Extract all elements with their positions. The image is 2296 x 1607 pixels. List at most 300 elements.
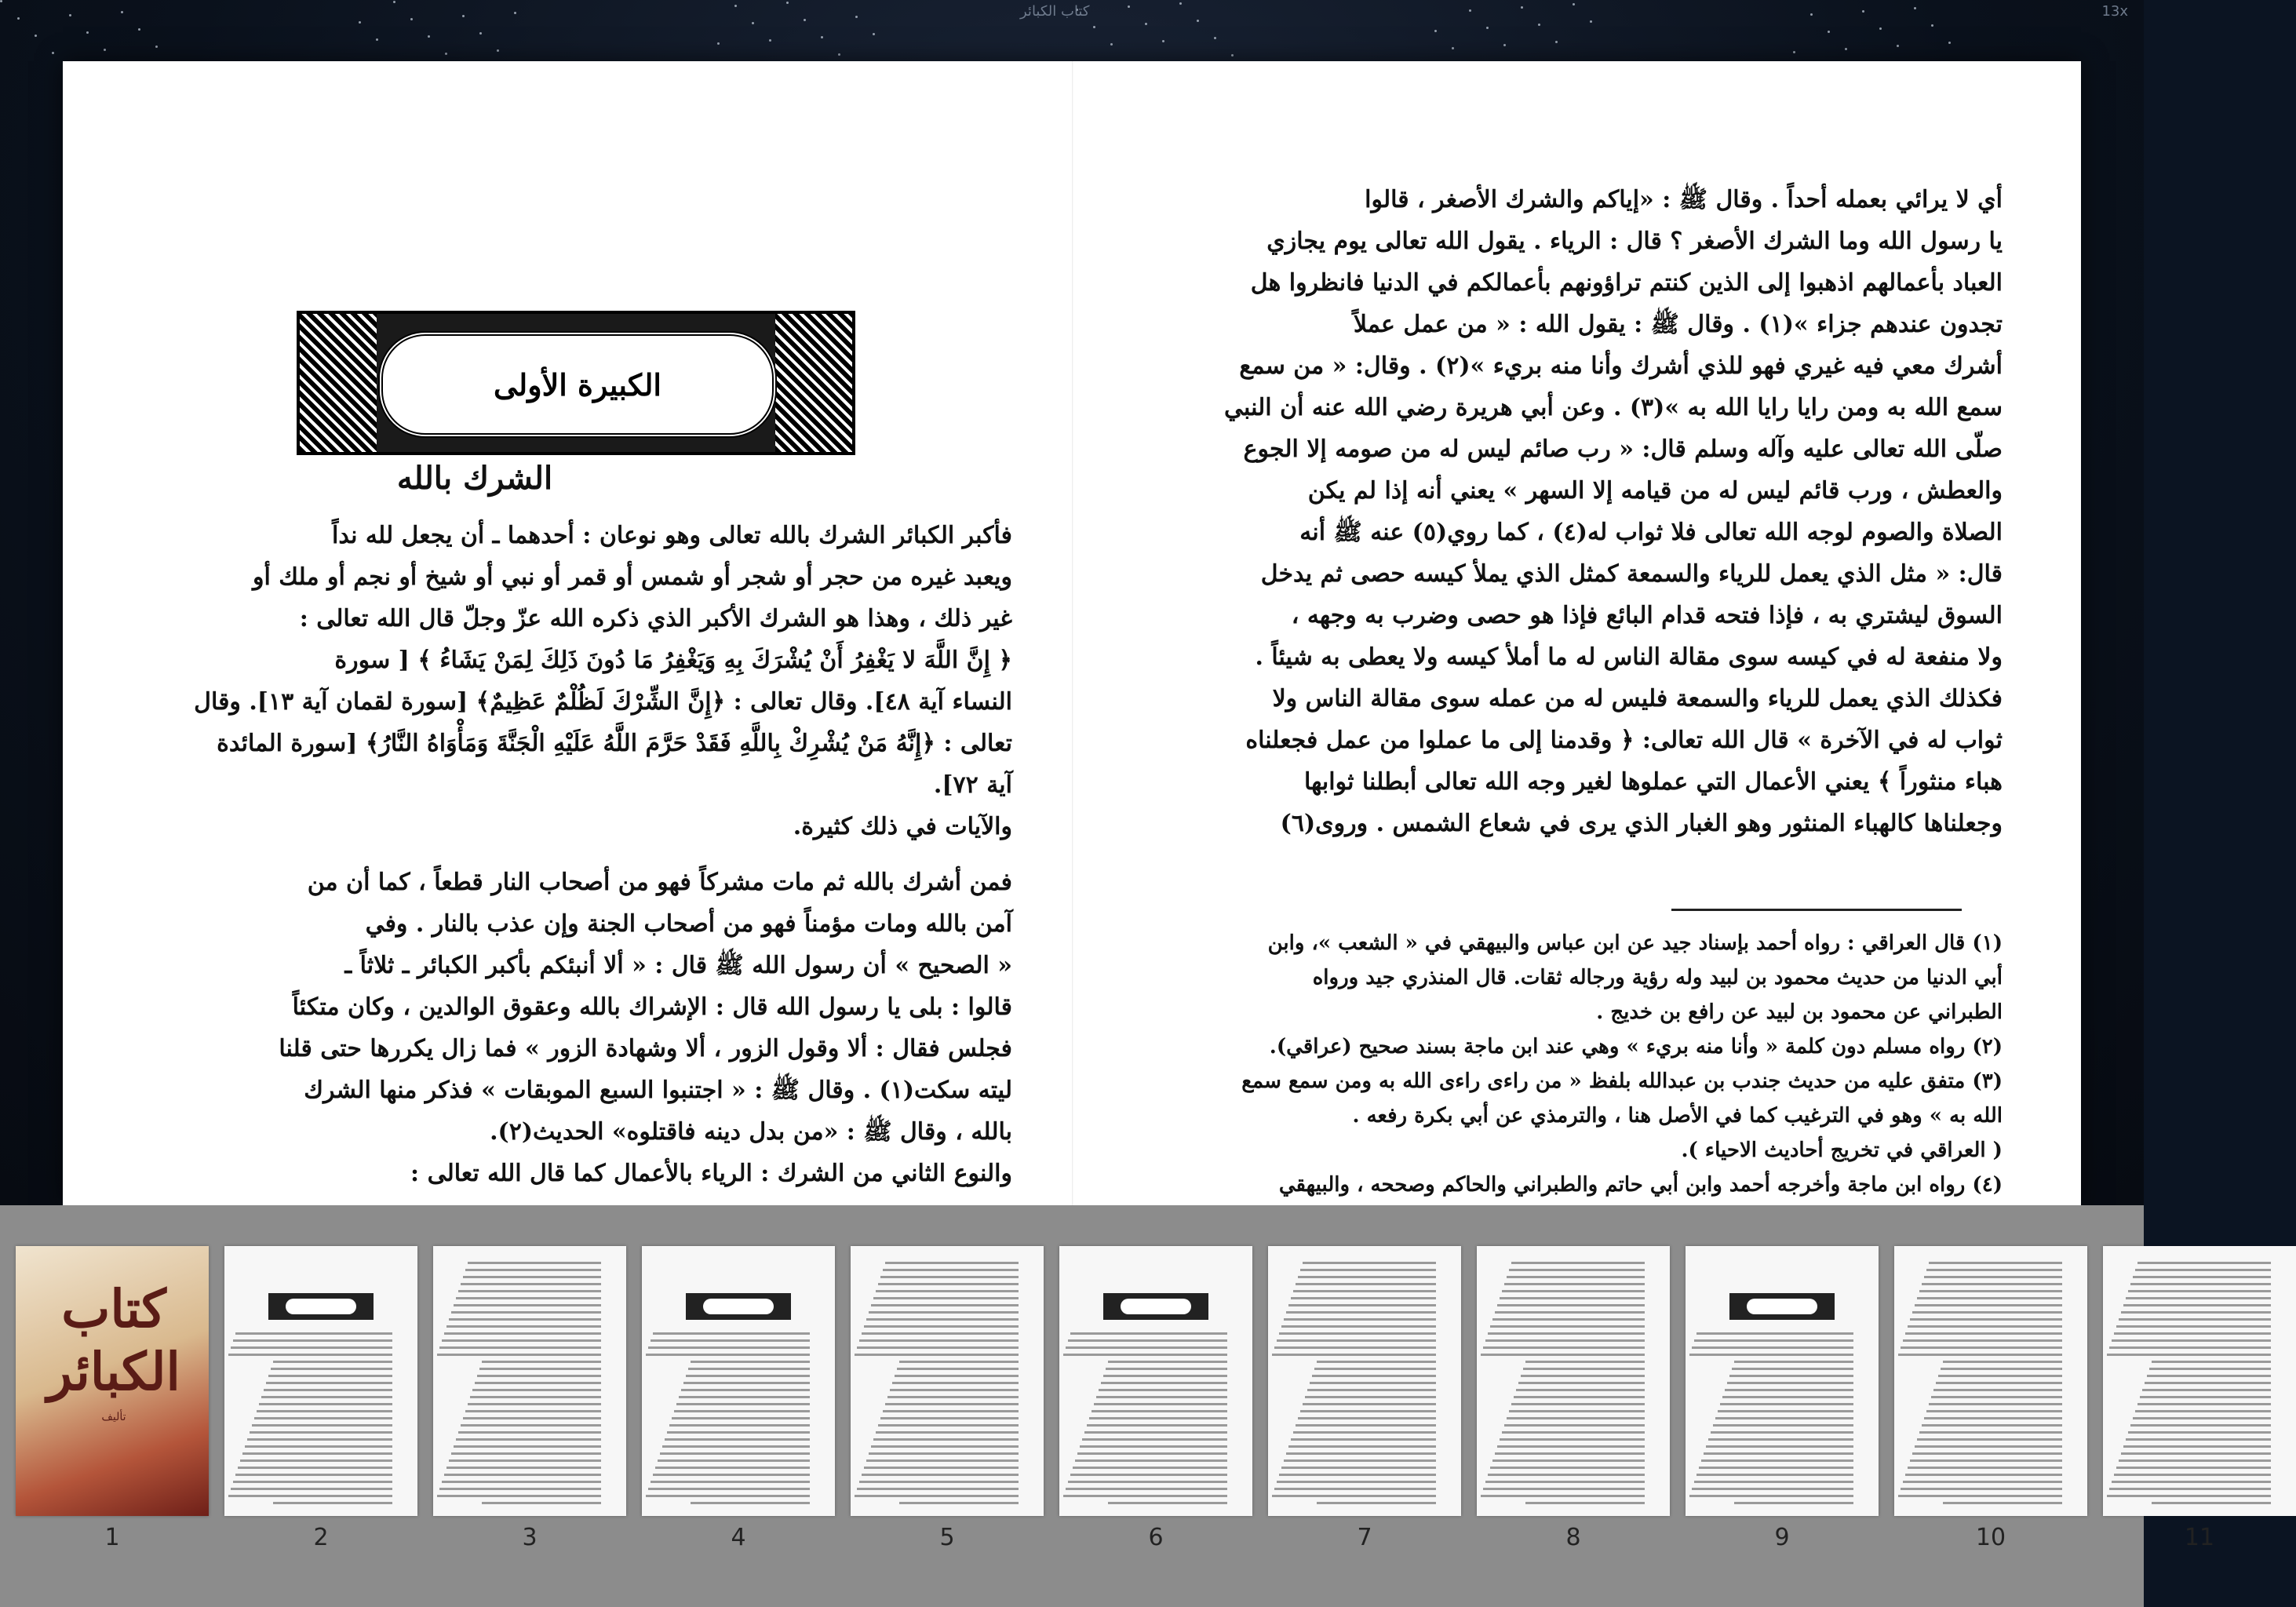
thumbnail-text-line xyxy=(1929,1403,2062,1405)
thumbnail-text-line xyxy=(669,1424,810,1427)
footnote-line: (٢) رواه مسلم دون كلمة « وأنا منه بريء » وهي عند ابن ماجة بسند صحيح (عراقي). xyxy=(1269,1035,2003,1059)
thumbnail-text-line xyxy=(2116,1325,2271,1328)
star xyxy=(769,39,771,42)
thumbnail-text-line xyxy=(1281,1467,1436,1469)
thumbnail-text-line xyxy=(1901,1346,2062,1349)
thumbnail-text-line xyxy=(1300,1269,1436,1271)
page-thumbnail[interactable] xyxy=(1894,1246,2087,1516)
thumbnail-text-line xyxy=(437,1495,601,1497)
thumbnail-page-number: 3 xyxy=(522,1524,538,1551)
thumbnail-text-line xyxy=(1922,1424,2062,1427)
thumbnail-text-line xyxy=(1106,1368,1227,1370)
cover-title: كتاب الكبائر xyxy=(47,1278,180,1402)
text-line: ليته سكت(١) . وقال ﷺ : « اجتنبوا السبع الموبقات » فذكر منها الشرك xyxy=(304,1077,1012,1104)
thumbnail-text-line xyxy=(1500,1297,1645,1299)
thumbnail-text-line xyxy=(648,1488,810,1490)
page-thumbnail[interactable] xyxy=(851,1246,1044,1516)
thumbnail-text-line xyxy=(1931,1396,2062,1398)
thumbnail-text-line xyxy=(461,1424,601,1427)
thumbnail-text-line xyxy=(2152,1502,2271,1504)
thumbnail-text-line xyxy=(446,1325,601,1328)
thumbnail-text-line xyxy=(1718,1410,1853,1412)
thumbnail-text-line xyxy=(1943,1361,2062,1363)
footnote-line: الطبراني عن محمود بن لبيد عن رافع بن خديج . xyxy=(1596,1000,2003,1024)
text-line: فجلس فقال : ألا وقول الزور ، ألا وشهادة الزور » فما زال يكررها حتى قلنا xyxy=(279,1035,1012,1062)
page-thumbnail[interactable] xyxy=(642,1246,835,1516)
thumbnail-text-line xyxy=(1286,1311,1436,1314)
star xyxy=(1555,41,1558,43)
thumbnail-text-line xyxy=(866,1459,1019,1462)
thumbnail-page-number: 10 xyxy=(1975,1524,2006,1551)
star xyxy=(462,15,465,17)
thumbnail-text-line xyxy=(1481,1495,1645,1497)
thumbnail-text-line xyxy=(268,1375,392,1377)
thumbnail-text-line xyxy=(1525,1361,1645,1363)
thumbnail-text-line xyxy=(1303,1403,1436,1405)
star xyxy=(1828,31,1830,33)
thumbnail-text-line xyxy=(1511,1403,1645,1405)
thumbnail-text-line xyxy=(250,1431,392,1434)
thumbnail-text-line xyxy=(1689,1354,1853,1356)
thumbnail-text-line xyxy=(688,1368,810,1370)
thumbnail-text-line xyxy=(261,1396,392,1398)
banner-title: الكبيرة الأولى xyxy=(378,331,777,438)
thumbnail-text-line xyxy=(871,1445,1019,1448)
star xyxy=(821,36,823,38)
star xyxy=(804,19,806,21)
thumbnail-text-line xyxy=(1103,1375,1227,1377)
thumbnail-text-line xyxy=(1298,1417,1436,1419)
thumbnail-text-line xyxy=(892,1382,1019,1384)
text-line: أشرك معي فيه غيري فهو للذي أشرك وأنا منه بريء »(٢) . وقال: « من سمع xyxy=(1239,352,2003,380)
star xyxy=(1469,9,1471,12)
star xyxy=(0,0,2,2)
thumbnail-page-number: 11 xyxy=(2184,1524,2215,1551)
footnote-line: أبي الدنيا من حديث محمود بن لبيد وله رؤية ورجاله ثقات. قال المنذري جيد ورواه xyxy=(1312,966,2003,989)
star xyxy=(1931,24,1933,27)
thumbnail-text-line xyxy=(456,1297,601,1299)
zoom-label[interactable]: 13x xyxy=(2101,3,2128,20)
thumbnail-text-line xyxy=(1915,1304,2062,1306)
star xyxy=(786,2,789,4)
thumbnail-text-line xyxy=(2121,1311,2271,1314)
thumbnail-text-line xyxy=(1692,1346,1853,1349)
thumbnail-text-line xyxy=(1509,1269,1645,1271)
thumbnail-text-line xyxy=(873,1297,1019,1299)
star xyxy=(359,21,361,24)
thumbnail-text-line xyxy=(1910,1459,2062,1462)
thumbnail-text-line xyxy=(1711,1431,1853,1434)
thumbnail-text-line xyxy=(1725,1389,1853,1391)
thumbnail-text-line xyxy=(651,1481,810,1483)
thumbnail-text-line xyxy=(1689,1495,1853,1497)
text-line: صلّى الله تعالى عليه وآله وسلم قال: « رب صائم ليس له من صومه إلا الجوع xyxy=(1243,435,2003,463)
thumbnail-text-line xyxy=(1924,1276,2062,1278)
thumbnail-text-line xyxy=(1696,1332,1853,1335)
thumbnail-text-line xyxy=(1722,1396,1853,1398)
star xyxy=(1810,13,1813,16)
star xyxy=(1897,45,1899,47)
right-page xyxy=(1201,61,2003,1205)
thumbnail-text-line xyxy=(479,1368,601,1370)
thumbnail-banner xyxy=(1103,1293,1208,1320)
thumbnail-strip[interactable] xyxy=(0,1205,2215,1607)
thumbnail-text-line xyxy=(1518,1382,1645,1384)
star xyxy=(717,42,720,45)
thumbnail-text-line xyxy=(1293,1290,1436,1292)
thumbnail-text-line xyxy=(472,1389,601,1391)
text-line: والآيات في ذلك كثيرة. xyxy=(793,813,1012,840)
thumbnail-text-line xyxy=(653,1332,810,1335)
thumbnail-text-line xyxy=(679,1396,810,1398)
text-line: ﴿ إِنَّ اللَّهَ لا يَغْفِرُ أَنْ يُشْرَكَ بِهِ وَيَغْفِرُ مَا دُونَ ذَلِكَ لِمَنْ يَشَاءُ ﴾ [ سورة xyxy=(334,647,1012,674)
thumbnail-text-line xyxy=(1694,1339,1853,1342)
thumbnail-text-line xyxy=(660,1452,810,1455)
thumbnail-text-line xyxy=(1919,1290,2062,1292)
thumbnail-text-line xyxy=(1694,1481,1853,1483)
thumbnail-text-line xyxy=(2147,1375,2271,1377)
thumbnail-text-line xyxy=(1509,1410,1645,1412)
thumbnail-text-line xyxy=(1279,1332,1436,1335)
thumbnail-text-line xyxy=(1521,1375,1645,1377)
thumbnail-text-line xyxy=(1497,1445,1645,1448)
thumbnail-text-line xyxy=(2107,1354,2271,1356)
thumbnail-text-line xyxy=(1284,1318,1436,1321)
star xyxy=(121,11,123,13)
thumbnail-text-line xyxy=(1068,1481,1227,1483)
thumbnail-text-line xyxy=(1938,1375,2062,1377)
star xyxy=(1110,43,1113,46)
text-line: ولا منفعة له في كيسه سوى مقالة الناس له ما أملأ كيسه ولا يعطى به شيئاً . xyxy=(1255,643,2003,671)
thumbnail-text-line xyxy=(667,1431,810,1434)
star xyxy=(1879,27,1882,30)
thumbnail-text-line xyxy=(1941,1368,2062,1370)
thumbnail-text-line xyxy=(1087,1424,1227,1427)
thumbnail-text-line xyxy=(266,1382,392,1384)
thumbnail-text-line xyxy=(1497,1304,1645,1306)
star xyxy=(138,28,140,31)
star xyxy=(1486,27,1489,29)
thumbnail-text-line xyxy=(235,1474,392,1476)
thumbnail-text-line xyxy=(2149,1368,2271,1370)
text-line: النساء آية ٤٨]. وقال تعالى : ﴿إِنَّ الشِّرْكَ لَظُلْمٌ عَظِيمٌ﴾ [سورة لقمان آية ١٣]. وقال xyxy=(194,688,1012,716)
thumbnail-text-line xyxy=(233,1339,392,1342)
thumbnail-text-line xyxy=(1715,1417,1853,1419)
thumbnail-text-line xyxy=(461,1283,601,1285)
thumbnail-text-line xyxy=(1284,1459,1436,1462)
star xyxy=(17,17,20,20)
thumbnail-text-line xyxy=(1305,1396,1436,1398)
thumbnail-text-line xyxy=(1701,1459,1853,1462)
thumbnail-text-line xyxy=(2145,1382,2271,1384)
thumbnail-text-line xyxy=(1089,1417,1227,1419)
thumbnail-text-line xyxy=(1720,1403,1853,1405)
page-thumbnail[interactable] xyxy=(2103,1246,2296,1516)
thumbnail-text-line xyxy=(885,1403,1019,1405)
thumbnail-text-line xyxy=(878,1283,1019,1285)
thumbnail-page-number: 4 xyxy=(731,1524,746,1551)
text-line: « الصحيح » أن رسول الله ﷺ قال : « ألا أنبئكم بأكبر الكبائر ـ ثلاثاً ـ xyxy=(344,952,1012,979)
thumbnail-text-line xyxy=(442,1481,601,1483)
thumbnail-text-line xyxy=(1898,1354,2062,1356)
thumbnail-text-line xyxy=(259,1403,392,1405)
thumbnail-text-line xyxy=(651,1339,810,1342)
thumbnail-text-line xyxy=(456,1438,601,1441)
star xyxy=(1862,10,1864,13)
thumbnail-text-line xyxy=(1734,1502,1853,1504)
thumbnail-text-line xyxy=(1910,1318,2062,1321)
thumbnail-text-line xyxy=(2140,1396,2271,1398)
thumbnail-text-line xyxy=(1070,1474,1227,1476)
star xyxy=(1452,47,1454,49)
text-line: فمن أشرك بالله ثم مات مشركاً فهو من أصحاب النار قطعاً ، كما أن من xyxy=(307,869,1012,896)
thumbnail-text-line xyxy=(1898,1495,2062,1497)
thumbnail-text-line xyxy=(458,1431,601,1434)
star xyxy=(410,18,413,20)
thumbnail-text-line xyxy=(1917,1438,2062,1441)
thumbnail-text-line xyxy=(273,1502,392,1504)
left-page xyxy=(188,61,1012,1205)
thumbnail-page-number: 7 xyxy=(1357,1524,1372,1551)
thumbnail-text-line xyxy=(646,1354,810,1356)
star xyxy=(1521,6,1523,9)
thumbnail-text-line xyxy=(1903,1481,2062,1483)
star xyxy=(514,12,516,14)
thumbnail-text-line xyxy=(1108,1502,1227,1504)
thumbnail-text-line xyxy=(862,1332,1019,1335)
thumbnail-text-line xyxy=(451,1311,601,1314)
thumbnail-text-line xyxy=(1922,1283,2062,1285)
page-thumbnail[interactable] xyxy=(1477,1246,1670,1516)
thumbnail-text-line xyxy=(2109,1488,2271,1490)
page-thumbnail[interactable] xyxy=(1059,1246,1252,1516)
thumbnail-text-line xyxy=(2123,1304,2271,1306)
star xyxy=(69,14,71,16)
thumbnail-text-line xyxy=(2133,1276,2271,1278)
page-thumbnail[interactable] xyxy=(224,1246,417,1516)
page-gutter xyxy=(1072,61,1073,1205)
thumbnail-text-line xyxy=(665,1438,810,1441)
thumbnail-text-line xyxy=(672,1417,810,1419)
star xyxy=(752,22,754,24)
star xyxy=(1162,40,1164,42)
thumbnail-text-line xyxy=(449,1318,601,1321)
thumbnail-text-line xyxy=(2121,1452,2271,1455)
page-thumbnail[interactable] xyxy=(1686,1246,1879,1516)
thumbnail-text-line xyxy=(1483,1346,1645,1349)
thumbnail-text-line xyxy=(1092,1410,1227,1412)
text-line: يا رسول الله وما الشرك الأصغر ؟ قال : الرياء . يقول الله تعالى يوم يجازي xyxy=(1266,228,2003,255)
thumbnail-text-line xyxy=(662,1445,810,1448)
thumbnail-text-line xyxy=(2114,1332,2271,1335)
thumbnail-text-line xyxy=(648,1346,810,1349)
thumbnail-text-line xyxy=(451,1452,601,1455)
thumbnail-text-line xyxy=(1502,1290,1645,1292)
thumbnail-text-line xyxy=(880,1417,1019,1419)
thumbnail-text-line xyxy=(883,1410,1019,1412)
thumbnail-text-line xyxy=(1504,1424,1645,1427)
thumbnail-text-line xyxy=(2116,1467,2271,1469)
thumbnail-text-line xyxy=(859,1339,1019,1342)
thumbnail-text-line xyxy=(1281,1325,1436,1328)
thumbnail-text-line xyxy=(1277,1481,1436,1483)
footnote-line: الله به » وهو في الترغيب كما في الأصل هنا ، والترمذي عن أبي بكرة رفعه . xyxy=(1352,1104,2003,1128)
footnote-separator xyxy=(1671,909,1962,911)
thumbnail-text-line xyxy=(876,1431,1019,1434)
thumbnail-text-line xyxy=(1488,1474,1645,1476)
thumbnail-text-line xyxy=(866,1318,1019,1321)
thumbnail-text-line xyxy=(475,1382,601,1384)
footnote-line: (٤) رواه ابن ماجة وأخرجه أحمد وابن أبي حاتم والطبراني والحاكم وصححه ، والبيهقي xyxy=(1278,1173,2003,1197)
thumbnail-text-line xyxy=(1063,1354,1227,1356)
thumbnail-text-line xyxy=(859,1481,1019,1483)
star xyxy=(1538,24,1540,26)
thumbnail-text-line xyxy=(876,1290,1019,1292)
thumbnail-text-line xyxy=(2107,1495,2271,1497)
thumbnail-text-line xyxy=(857,1346,1019,1349)
star xyxy=(445,53,447,55)
star xyxy=(1573,3,1575,5)
thumbnail-text-line xyxy=(869,1452,1019,1455)
thumbnail-text-line xyxy=(653,1474,810,1476)
thumbnail-text-line xyxy=(1903,1339,2062,1342)
text-line: أي لا يرائي بعمله أحداً . وقال ﷺ : «إياكم والشرك الأصغر ، قالوا xyxy=(1365,186,2003,213)
thumbnail-text-line xyxy=(2133,1417,2271,1419)
thumbnail-text-line xyxy=(878,1424,1019,1427)
thumbnail-text-line xyxy=(873,1438,1019,1441)
thumbnail-text-line xyxy=(1300,1410,1436,1412)
text-line: الصلاة والصوم لوجه الله تعالى فلا ثواب له(٤) ، كما روي(٥) عنه ﷺ أنه xyxy=(1299,519,2003,546)
thumbnail-text-line xyxy=(1483,1488,1645,1490)
thumbnail-text-line xyxy=(463,1417,601,1419)
thumbnail-text-line xyxy=(885,1262,1019,1264)
text-line: بالله ، وقال ﷺ : «من بدل دينه فاقتلوه» الحديث(٢). xyxy=(490,1118,1012,1146)
star xyxy=(393,1,395,3)
thumbnail-text-line xyxy=(899,1502,1019,1504)
thumbnail-text-line xyxy=(1933,1389,2062,1391)
page-thumbnail[interactable] xyxy=(433,1246,626,1516)
thumbnail-text-line xyxy=(1485,1339,1645,1342)
page-thumbnail[interactable] xyxy=(16,1246,209,1516)
thumbnail-text-line xyxy=(1495,1311,1645,1314)
thumbnail-text-line xyxy=(2119,1318,2271,1321)
page-spread[interactable] xyxy=(63,61,2081,1205)
thumbnail-text-line xyxy=(1296,1283,1436,1285)
thumbnail-text-line xyxy=(1917,1297,2062,1299)
thumbnail-text-line xyxy=(1312,1375,1436,1377)
thumbnail-text-line xyxy=(1066,1346,1227,1349)
text-line: تعالى : ﴿إِنَّهُ مَنْ يُشْرِكْ بِاللَّهِ فَقَدْ حَرَّمَ اللَّهُ عَلَيْهِ الْجَنَّةَ وَمَأْوَاهُ النَّارُ﴾ [سورة المائدة xyxy=(217,730,1012,757)
thumbnail-text-line xyxy=(482,1502,601,1504)
thumbnail-text-line xyxy=(1303,1262,1436,1264)
text-line: وجعلناها كالهباء المنثور وهو الغبار الذي يرى في شعاع الشمس . وروى(٦) xyxy=(1280,810,2003,837)
thumbnail-text-line xyxy=(1317,1361,1436,1363)
thumbnail-text-line xyxy=(1288,1445,1436,1448)
thumbnail-text-line xyxy=(1905,1474,2062,1476)
star xyxy=(873,33,875,35)
thumbnail-text-line xyxy=(252,1424,392,1427)
text-line: العباد بأعمالهم اذهبوا إلى الذين كنتم تراؤونهم بأعمالكم في الدنيا فانظروا هل xyxy=(1250,269,2003,297)
thumbnail-text-line xyxy=(686,1375,810,1377)
thumbnail-text-line xyxy=(2135,1269,2271,1271)
thumbnail-text-line xyxy=(1929,1262,2062,1264)
thumbnail-text-line xyxy=(444,1332,601,1335)
thumbnail-text-line xyxy=(2152,1361,2271,1363)
star xyxy=(376,38,378,41)
thumbnail-text-line xyxy=(2109,1346,2271,1349)
thumbnail-text-line xyxy=(1905,1332,2062,1335)
thumbnail-text-line xyxy=(247,1438,392,1441)
text-line: آية ٧٢]. xyxy=(933,771,1012,799)
thumbnail-text-line xyxy=(1279,1474,1436,1476)
thumbnail-text-line xyxy=(465,1269,601,1271)
thumbnail-text-line xyxy=(439,1488,601,1490)
star xyxy=(1179,2,1182,5)
thumbnail-text-line xyxy=(463,1276,601,1278)
thumbnail-text-line xyxy=(1699,1467,1853,1469)
thumbnail-text-line xyxy=(2112,1339,2271,1342)
thumbnail-text-line xyxy=(862,1474,1019,1476)
text-line: قالوا : بلى يا رسول الله قال : الإشراك بالله وعقوق الوالدين ، وكان متكئاً xyxy=(292,993,1012,1021)
thumbnail-text-line xyxy=(231,1488,392,1490)
thumbnail-text-line xyxy=(1274,1346,1436,1349)
thumbnail-text-line xyxy=(2137,1262,2271,1264)
text-line: السوق ليشتري به ، فإذا فتحه قدام البائع فإذا هو حصى وضرب به وجهه ، xyxy=(1291,602,2003,629)
thumbnail-text-line xyxy=(1502,1431,1645,1434)
thumbnail-text-line xyxy=(2142,1389,2271,1391)
thumbnail-text-line xyxy=(1523,1368,1645,1370)
thumbnail-text-line xyxy=(646,1495,810,1497)
thumbnail-text-line xyxy=(1077,1452,1227,1455)
star xyxy=(1231,54,1234,56)
thumbnail-text-line xyxy=(1288,1304,1436,1306)
thumbnail-text-line xyxy=(257,1410,392,1412)
thumbnail-text-line xyxy=(1073,1467,1227,1469)
thumbnail-text-line xyxy=(1094,1403,1227,1405)
thumbnail-text-line xyxy=(2112,1481,2271,1483)
thumbnail-page-number: 5 xyxy=(939,1524,955,1551)
thumbnail-text-line xyxy=(449,1459,601,1462)
thumbnail-text-line xyxy=(1926,1269,2062,1271)
star xyxy=(1590,20,1592,23)
thumbnail-text-line xyxy=(1908,1467,2062,1469)
thumbnail-text-line xyxy=(1485,1481,1645,1483)
chapter-title: الشرك بالله xyxy=(396,460,553,497)
thumbnail-text-line xyxy=(1298,1276,1436,1278)
star xyxy=(52,52,54,54)
thumbnail-text-line xyxy=(238,1467,392,1469)
page-thumbnail[interactable] xyxy=(1268,1246,1461,1516)
thumbnail-text-line xyxy=(1708,1438,1853,1441)
thumbnail-text-line xyxy=(691,1361,810,1363)
thumbnail-text-line xyxy=(1317,1502,1436,1504)
thumbnail-text-line xyxy=(1481,1354,1645,1356)
thumbnail-text-line xyxy=(1727,1382,1853,1384)
footnote-line: ( العراقي في تخريج أحاديث الاحياء ). xyxy=(1681,1139,2003,1162)
star xyxy=(1128,5,1130,8)
thumbnail-text-line xyxy=(2128,1431,2271,1434)
thumbnail-text-line xyxy=(233,1481,392,1483)
thumbnail-text-line xyxy=(691,1502,810,1504)
thumbnail-text-line xyxy=(1729,1375,1853,1377)
thumbnail-text-line xyxy=(1495,1452,1645,1455)
thumbnail-text-line xyxy=(864,1467,1019,1469)
thumbnail-text-line xyxy=(477,1375,601,1377)
thumbnail-text-line xyxy=(1514,1396,1645,1398)
thumbnail-text-line xyxy=(1901,1488,2062,1490)
thumbnail-text-line xyxy=(1286,1452,1436,1455)
thumbnail-text-line xyxy=(1307,1389,1436,1391)
